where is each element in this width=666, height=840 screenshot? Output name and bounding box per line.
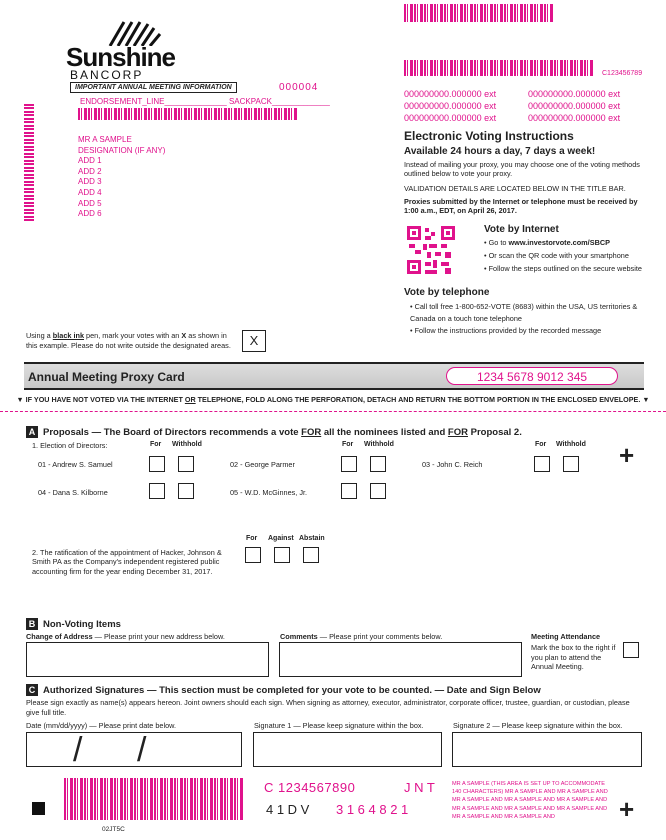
footer-sample-line: 140 CHARACTERS) MR A SAMPLE AND MR A SAMPLE AND	[452, 789, 608, 796]
evi-title: Electronic Voting Instructions	[404, 129, 574, 143]
meeting-attendance-checkbox[interactable]	[623, 642, 639, 658]
change-address-label: Change of Address — Please print your new address below.	[26, 632, 225, 641]
ext-code: 000000000.000000 ext	[404, 113, 497, 123]
nominee-label: 04 - Dana S. Kilborne	[38, 488, 108, 497]
internet-title: Vote by Internet	[484, 224, 559, 235]
ext-code: 000000000.000000 ext	[528, 89, 621, 99]
comments-label: Comments — Please print your comments below.	[280, 632, 443, 641]
perforation-line	[0, 411, 666, 412]
col-abstain: Abstain	[299, 535, 325, 542]
address-line: ADD 3	[78, 177, 102, 187]
registration-plus-icon: +	[619, 440, 635, 470]
date-input[interactable]	[26, 732, 242, 767]
section-a-heading: A Proposals — The Board of Directors recommends a vote FOR all the nominees listed and FOR Proposal 2.	[26, 426, 522, 438]
internet-step-3: • Follow the steps outlined on the secure website	[484, 264, 642, 273]
meeting-attendance-text: Mark the box to the right if you plan to attend the Annual Meeting.	[531, 643, 616, 671]
vertical-barcode	[24, 103, 34, 221]
card-title: Annual Meeting Proxy Card	[28, 370, 185, 384]
endorsement-line: ENDORSEMENT_LINE______________ SACKPACK_____________	[80, 97, 330, 106]
fold-notice: ▼ IF YOU HAVE NOT VOTED VIA THE INTERNET OR TELEPHONE, FOLD ALONG THE PERFORATION, DETACH AND RETURN THE BOTTOM PORTION IN THE ENCLOSED ENVELOPE. ▼	[16, 395, 650, 404]
address-block	[78, 135, 165, 220]
address-line: ADD 4	[78, 187, 102, 197]
mark-instructions: Using a black ink pen, mark your votes with an X as shown in this example. Please do not write outside the designated areas.	[26, 331, 231, 350]
nominee-label: 01 - Andrew S. Samuel	[38, 460, 113, 469]
card-title-bar	[24, 362, 644, 390]
internet-step-2: • Or scan the QR code with your smartphone	[484, 251, 629, 260]
comments-input[interactable]	[279, 642, 522, 677]
col-withhold: Withhold	[364, 441, 394, 448]
nominee-label: 03 - John C. Reich	[422, 460, 483, 469]
signature-2-input[interactable]	[452, 732, 642, 767]
nominee-03-withhold-checkbox[interactable]	[563, 456, 579, 472]
proposal-2-abstain-checkbox[interactable]	[303, 547, 319, 563]
control-code: C123456789	[602, 70, 643, 77]
signature-1-label: Signature 1 — Please keep signature within the box.	[254, 721, 424, 730]
nominee-label: 02 - George Parmer	[230, 460, 295, 469]
telephone-step-1: • Call toll free 1-800-652-VOTE (8683) within the USA, US territories & Canada on a touch tone telephone	[410, 302, 638, 323]
nominee-04-withhold-checkbox[interactable]	[178, 483, 194, 499]
vote-url-link[interactable]: www.investorvote.com/SBCP	[508, 238, 610, 247]
evi-validation: VALIDATION DETAILS ARE LOCATED BELOW IN THE TITLE BAR.	[404, 184, 626, 193]
address-line: ADD 5	[78, 198, 102, 208]
address-line: ADD 1	[78, 156, 102, 166]
qr-code-icon[interactable]	[407, 226, 455, 274]
proposal-2-against-checkbox[interactable]	[274, 547, 290, 563]
ext-code: 000000000.000000 ext	[528, 101, 621, 111]
logo	[66, 18, 176, 80]
important-info-label: IMPORTANT ANNUAL MEETING INFORMATION	[70, 82, 237, 93]
evi-available: Available 24 hours a day, 7 days a week!	[404, 146, 596, 157]
signature-2-label: Signature 2 — Please keep signature within the box.	[453, 721, 623, 730]
date-slash: /	[73, 731, 83, 769]
form-id: 02JT5C	[102, 826, 125, 833]
col-against: Against	[268, 535, 294, 542]
signature-instructions: Please sign exactly as name(s) appears hereon. Joint owners should each sign. When signing as attorney, executor, administrator, corporate officer, trustee, guardian, or custodian, please give full title.	[26, 698, 630, 717]
registration-plus-icon: +	[619, 794, 635, 824]
telephone-title: Vote by telephone	[404, 287, 490, 298]
proposal-2-for-checkbox[interactable]	[245, 547, 261, 563]
address-line: ADD 2	[78, 166, 102, 176]
footer-sample-line: MR A SAMPLE AND MR A SAMPLE AND MR A SAMPLE AND	[452, 805, 608, 812]
logo-sub: BANCORP	[70, 68, 144, 82]
fold-arrow-icon: ▼	[16, 395, 24, 404]
evi-intro: Instead of mailing your proxy, you may choose one of the voting methods outlined below to vote your proxy.	[404, 160, 640, 178]
registration-square	[32, 802, 45, 815]
postal-barcode	[78, 108, 298, 120]
telephone-step-2: • Follow the instructions provided by the recorded message	[410, 326, 602, 335]
footer-sample-line: MR A SAMPLE AND MR A SAMPLE AND	[452, 813, 555, 820]
address-line: DESIGNATION (IF ANY)	[78, 145, 166, 155]
ext-code: 000000000.000000 ext	[404, 89, 497, 99]
proposal-2-text: 2. The ratification of the appointment of Hacker, Johnson & Smith PA as the Company's independent registered public accounting firm for the year ending December 31, 2017.	[32, 548, 222, 576]
col-for: For	[535, 441, 547, 448]
nominee-01-withhold-checkbox[interactable]	[178, 456, 194, 472]
footer-sample-line: MR A SAMPLE AND MR A SAMPLE AND MR A SAMPLE AND	[452, 797, 608, 804]
nominee-02-for-checkbox[interactable]	[341, 456, 357, 472]
internet-step-1: • Go to www.investorvote.com/SBCP	[484, 238, 610, 247]
col-withhold: Withhold	[556, 441, 586, 448]
col-for: For	[342, 441, 354, 448]
col-for: For	[150, 441, 162, 448]
date-label: Date (mm/dd/yyyy) — Please print date below.	[26, 721, 177, 730]
meeting-attendance-title: Meeting Attendance	[531, 632, 601, 641]
footer-code-1: C 1234567890	[264, 780, 356, 795]
section-b-heading: B Non-Voting Items	[26, 618, 121, 630]
footer-sample-block	[452, 780, 608, 821]
col-for: For	[246, 535, 258, 542]
footer-code-4: 3 1 6 4 8 2 1	[336, 802, 409, 817]
date-slash: /	[137, 731, 147, 769]
nominee-03-for-checkbox[interactable]	[534, 456, 550, 472]
nominee-02-withhold-checkbox[interactable]	[370, 456, 386, 472]
ext-code: 000000000.000000 ext	[528, 113, 621, 123]
fold-arrow-icon: ▼	[642, 395, 650, 404]
address-line: ADD 6	[78, 209, 102, 219]
footer-code-2: J N T	[404, 780, 435, 795]
nominee-05-withhold-checkbox[interactable]	[370, 483, 386, 499]
ext-code: 000000000.000000 ext	[404, 101, 497, 111]
logo-name: Sunshine	[66, 42, 176, 72]
col-withhold: Withhold	[172, 441, 202, 448]
address-line: MR A SAMPLE	[78, 135, 132, 144]
section-c-heading: C Authorized Signatures — This section must be completed for your vote to be counted. — Date and Sign Below	[26, 684, 541, 696]
top-barcode	[404, 4, 554, 22]
bottom-barcode	[64, 778, 244, 820]
mid-barcode	[404, 60, 594, 76]
nominee-05-for-checkbox[interactable]	[341, 483, 357, 499]
nominee-01-for-checkbox[interactable]	[149, 456, 165, 472]
nominee-label: 05 - W.D. McGinnes, Jr.	[230, 488, 308, 497]
footer-sample-line: MR A SAMPLE (THIS AREA IS SET UP TO ACCOMMODATE	[452, 781, 606, 787]
signature-1-input[interactable]	[253, 732, 442, 767]
card-number: 1234 5678 9012 345	[446, 367, 618, 385]
footer-code-3: 4 1 D V	[266, 802, 310, 817]
election-label: 1. Election of Directors:	[32, 441, 108, 450]
change-address-input[interactable]	[26, 642, 269, 677]
evi-deadline: Proxies submitted by the Internet or telephone must be received by 1:00 a.m., EDT, on April 26, 2017.	[404, 197, 638, 215]
sample-mark-box: X	[242, 330, 266, 352]
sequence-number: 000004	[279, 82, 319, 93]
nominee-04-for-checkbox[interactable]	[149, 483, 165, 499]
